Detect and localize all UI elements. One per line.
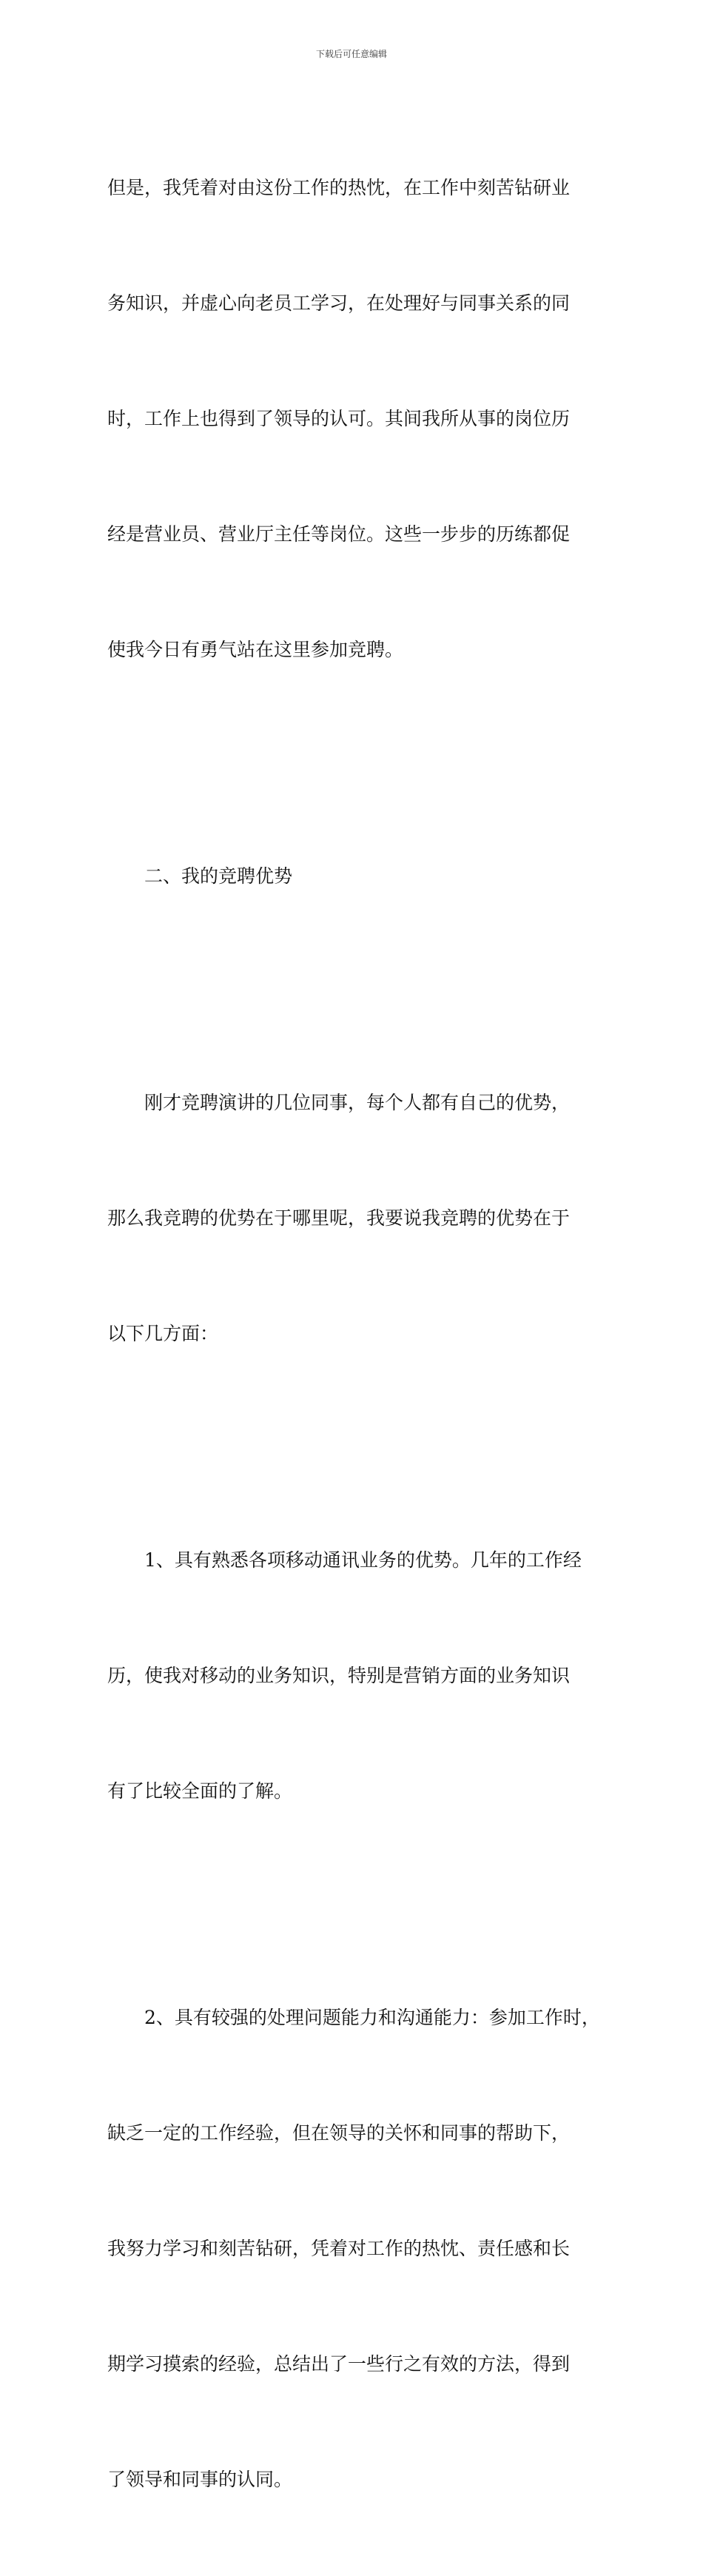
text-line: 经是营业员、营业厅主任等岗位。这些一步步的历练都促	[107, 523, 571, 545]
text-line: 但是，我凭着对由这份工作的热忱，在工作中刻苦钻研业	[107, 177, 571, 198]
header-note: 下载后可任意编辑	[315, 49, 387, 59]
paragraph-gap	[107, 746, 610, 780]
paragraph-gap	[107, 1430, 610, 1464]
paragraph-3	[107, 1007, 610, 1430]
text-line: 使我今日有勇气站在这里参加竞聘。	[107, 639, 404, 660]
text-line: 期学习摸索的经验，总结出了一些行之有效的方法，得到	[107, 2353, 571, 2375]
text-line: 我努力学习和刻苦钻研，凭着对工作的热忱、责任感和长	[107, 2238, 571, 2259]
text-line: 以下几方面：	[107, 1323, 219, 1344]
text-line: 时，工作上也得到了领导的认可。其间我所从事的岗位历	[107, 408, 571, 429]
paragraph-gap	[107, 1888, 610, 1922]
text-line: 务知识，并虚心向老员工学习，在处理好与同事关系的同	[107, 292, 571, 314]
paragraph-5	[107, 1922, 610, 2576]
text-line: 了领导和同事的认同。	[107, 2469, 293, 2490]
section-heading	[107, 780, 610, 973]
paragraph-gap	[107, 973, 610, 1007]
text-line: 缺乏一定的工作经验，但在领导的关怀和同事的帮助下，	[107, 2122, 571, 2144]
text-line: 2、具有较强的处理问题能力和沟通能力：参加工作时，	[107, 2007, 600, 2028]
text-line: 1、具有熟悉各项移动通讯业务的优势。几年的工作经	[107, 1549, 582, 1571]
document-body	[107, 92, 610, 2576]
text-line: 历，使我对移动的业务知识，特别是营销方面的业务知识	[107, 1665, 571, 1686]
text-line: 刚才竞聘演讲的几位同事，每个人都有自己的优势，	[107, 1092, 571, 1113]
paragraph-4	[107, 1464, 610, 1888]
heading-line: 二、我的竞聘优势	[107, 865, 293, 887]
text-line: 那么我竞聘的优势在于哪里呢，我要说我竞聘的优势在于	[107, 1207, 571, 1229]
text-line: 有了比较全面的了解。	[107, 1780, 293, 1802]
paragraph-1	[107, 92, 610, 746]
